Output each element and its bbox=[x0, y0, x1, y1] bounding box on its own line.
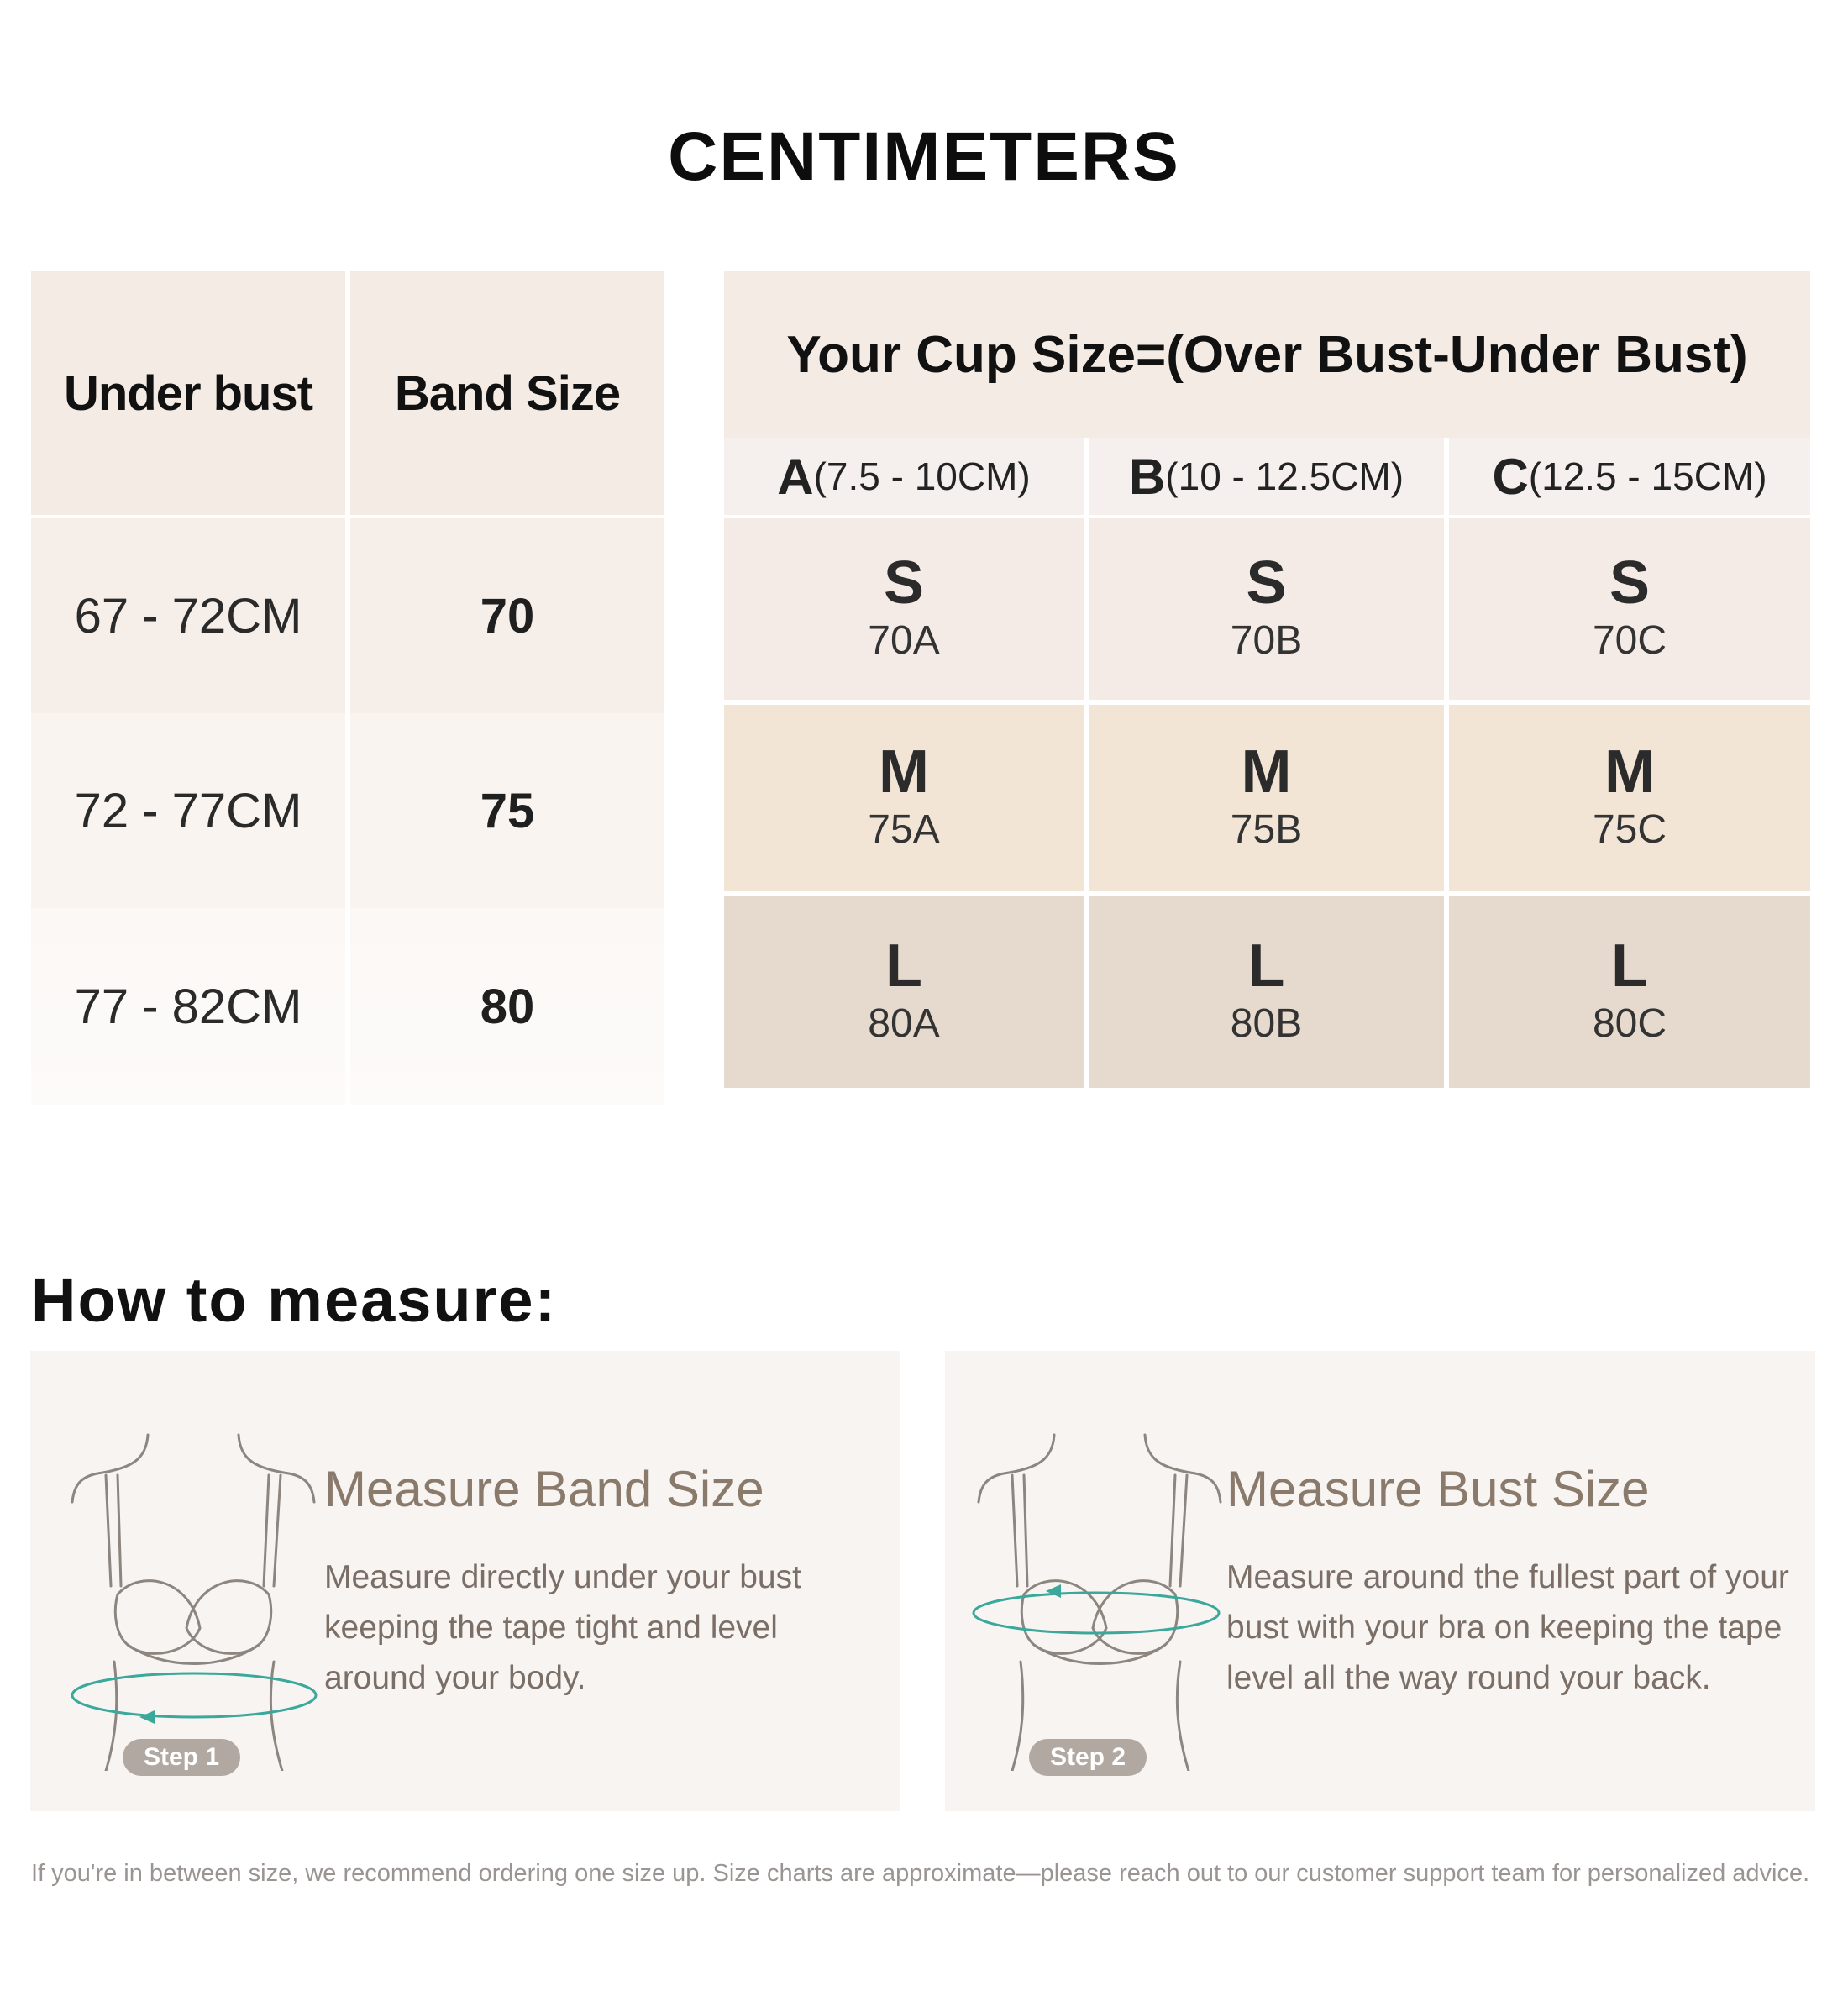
size-label: L bbox=[1611, 932, 1648, 1000]
step-2-title: Measure Bust Size bbox=[1226, 1461, 1650, 1517]
size-label: M bbox=[879, 738, 929, 806]
cup-size-heading: Your Cup Size=(Over Bust-Under Bust) bbox=[724, 271, 1810, 438]
cup-letter: B bbox=[1128, 448, 1166, 505]
header-under-bust: Under bust bbox=[31, 271, 345, 518]
step-1-title: Measure Band Size bbox=[324, 1461, 764, 1517]
cup-letter: C bbox=[1492, 448, 1529, 505]
size-label: L bbox=[885, 932, 922, 1000]
cup-cell bbox=[1449, 705, 1810, 896]
cup-cell bbox=[1449, 896, 1810, 1088]
page-title: CENTIMETERS bbox=[668, 118, 1180, 195]
cup-cell bbox=[724, 518, 1084, 705]
size-label: S bbox=[883, 549, 925, 617]
cup-cell bbox=[1449, 518, 1810, 705]
cup-cell bbox=[724, 896, 1084, 1088]
size-code: 80A bbox=[868, 1001, 940, 1046]
cup-letter: A bbox=[777, 448, 814, 505]
step-2-text: Measure around the fullest part of your bust with your bra on keeping the tape level all the way round your back. bbox=[1226, 1559, 1789, 1696]
cup-column-header-a bbox=[724, 438, 1084, 518]
band-size-cell: 70 bbox=[350, 518, 664, 713]
cup-range: (7.5 - 10CM) bbox=[813, 454, 1031, 498]
cup-range: (10 - 12.5CM) bbox=[1165, 454, 1404, 498]
size-code: 80C bbox=[1592, 1001, 1667, 1046]
step-2-pill: Step 2 bbox=[1029, 1739, 1147, 1776]
size-code: 70A bbox=[868, 618, 940, 663]
band-size-cell: 80 bbox=[350, 908, 664, 1105]
measure-bust-card bbox=[945, 1351, 1815, 1811]
measure-band-card bbox=[30, 1351, 900, 1811]
cup-size-table bbox=[724, 271, 1812, 1088]
size-label: M bbox=[1241, 738, 1292, 806]
cup-cell bbox=[1089, 705, 1444, 896]
size-code: 80B bbox=[1230, 1001, 1303, 1046]
band-size-cell: 75 bbox=[350, 713, 664, 908]
step-1-pill: Step 1 bbox=[123, 1739, 240, 1776]
cup-column-header-c bbox=[1449, 438, 1810, 518]
cup-cell bbox=[1089, 518, 1444, 705]
under-bust-cell: 77 - 82CM bbox=[31, 908, 345, 1105]
band-size-table bbox=[31, 271, 664, 1105]
cup-range: (12.5 - 15CM) bbox=[1528, 454, 1767, 498]
header-band-size: Band Size bbox=[350, 271, 664, 518]
step-1-text: Measure directly under your bust keeping the tape tight and level around your body. bbox=[324, 1559, 801, 1696]
under-bust-cell: 67 - 72CM bbox=[31, 518, 345, 713]
cup-cell bbox=[724, 705, 1084, 896]
bra-bust-measure-icon bbox=[962, 1418, 1231, 1771]
size-advice-footnote: If you're in between size, we recommend ordering one size up. Size charts are approximate—please reach out to our customer support team for personalized advice. bbox=[31, 1860, 1810, 1887]
bra-band-measure-icon bbox=[47, 1418, 324, 1771]
size-label: M bbox=[1604, 738, 1655, 806]
size-code: 70B bbox=[1230, 618, 1303, 663]
size-code: 75B bbox=[1230, 807, 1303, 852]
size-code: 75C bbox=[1592, 807, 1667, 852]
cup-column-header-b bbox=[1089, 438, 1444, 518]
size-label: S bbox=[1246, 549, 1287, 617]
size-label: S bbox=[1609, 549, 1651, 617]
under-bust-cell: 72 - 77CM bbox=[31, 713, 345, 908]
size-code: 75A bbox=[868, 807, 940, 852]
size-code: 70C bbox=[1592, 618, 1667, 663]
cup-cell bbox=[1089, 896, 1444, 1088]
how-to-measure-heading: How to measure: bbox=[31, 1265, 558, 1335]
size-label: L bbox=[1247, 932, 1285, 1000]
